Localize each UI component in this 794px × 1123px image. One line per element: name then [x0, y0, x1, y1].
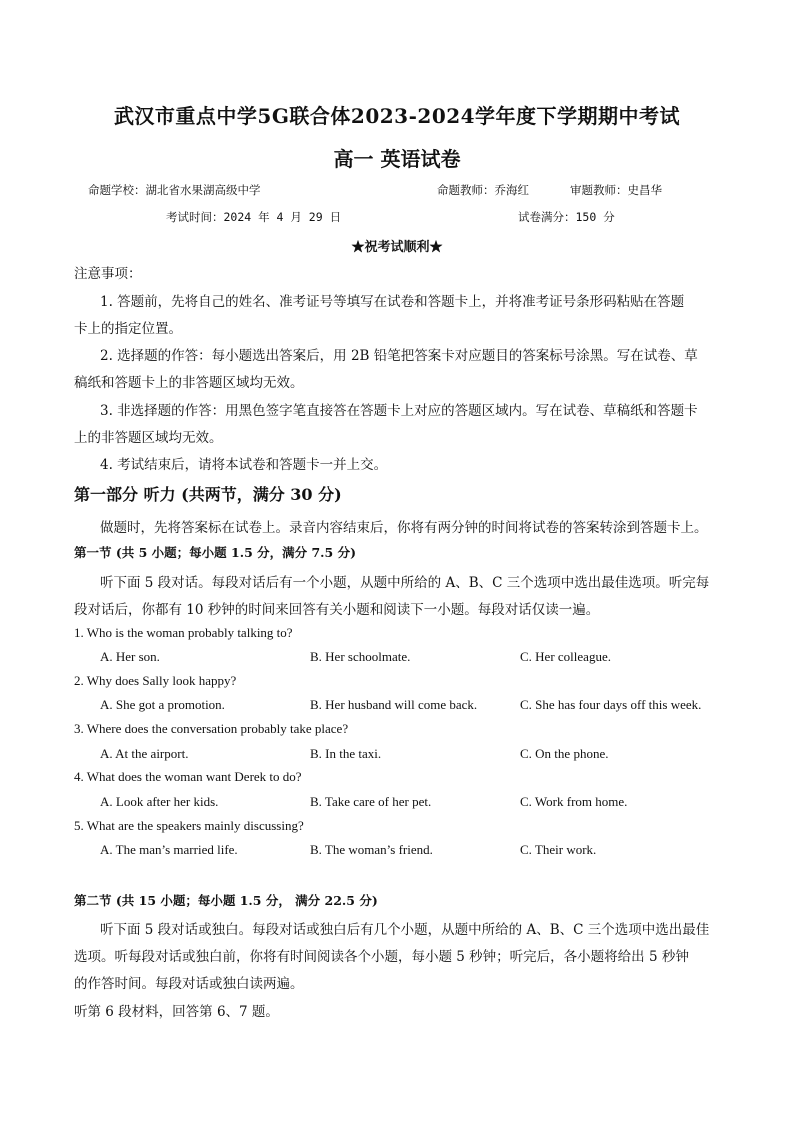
section1-heading: 第一节 (共 5 小题；每小题 1.5 分，满分 7.5 分) [74, 545, 356, 560]
good-luck: ★祝考试顺利★ [351, 240, 443, 255]
part1-heading: 第一部分 听力 (共两节，满分 30 分) [74, 485, 342, 504]
note-1a: 1. 答题前，先将自己的姓名、准考证号等填写在试卷和答题卡上，并将准考证号条形码粘贴在答题 [100, 294, 685, 310]
question-2: 2. Why does Sally look happy? [74, 673, 237, 688]
q4-option-b: B. Take care of her pet. [310, 794, 432, 809]
note-3a: 3. 非选择题的作答：用黑色签字笔直接答在答题卡上对应的答题区域内。写在试卷、草稿纸和答题卡 [100, 403, 698, 419]
question-5: 5. What are the speakers mainly discussing? [74, 818, 304, 833]
notes-heading: 注意事项： [74, 266, 142, 282]
q1-option-c: C. Her colleague. [520, 649, 611, 664]
note-4: 4. 考试结束后，请将本试卷和答题卡一并上交。 [100, 457, 388, 473]
q4-option-c: C. Work from home. [520, 794, 628, 809]
q3-option-b: B. In the taxi. [310, 746, 382, 761]
section1-intro-b: 段对话后，你都有 10 秒钟的时间来回答有关小题和阅读下一小题。每段对话仅读一遍。 [74, 602, 600, 618]
q4-option-a: A. Look after her kids. [100, 794, 219, 809]
section2-intro-b: 选项。听每段对话或独白前，你将有时间阅读各个小题，每小题 5 秒钟；听完后，各小题将给出 5 秒钟 [74, 949, 689, 965]
exam-subtitle: 高一 英语试卷 [333, 147, 461, 171]
section2-intro-a: 听下面 5 段对话或独白。每段对话或独白后有几个小题，从题中所给的 A、B、C 三个选项中选出最佳 [100, 922, 710, 938]
note-2b: 稿纸和答题卡上的非答题区域均无效。 [74, 375, 304, 391]
part1-intro: 做题时，先将答案标在试卷上。录音内容结束后，你将有两分钟的时间将试卷的答案转涂到答题卡上。 [100, 520, 708, 536]
q2-option-b: B. Her husband will come back. [310, 697, 478, 712]
question-4: 4. What does the woman want Derek to do? [74, 769, 302, 784]
reviewer-teacher: 审题教师：史昌华 [570, 183, 662, 197]
question-3: 3. Where does the conversation probably take place? [74, 721, 349, 736]
section1-intro-a: 听下面 5 段对话。每段对话后有一个小题，从题中所给的 A、B、C 三个选项中选出最佳选项。听完每 [100, 575, 710, 591]
note-2a: 2. 选择题的作答：每小题选出答案后，用 2B 铅笔把答案卡对应题目的答案标号涂黑。写在试卷、草 [100, 348, 698, 364]
full-score: 试卷满分：150 分 [518, 210, 615, 224]
exam-title: 武汉市重点中学5G联合体2023-2024学年度下学期期中考试 [113, 104, 681, 128]
section2-heading: 第二节 (共 15 小题；每小题 1.5 分， 满分 22.5 分) [74, 893, 378, 908]
section2-intro-c: 的作答时间。每段对话或独白读两遍。 [74, 976, 304, 992]
q5-option-a: A. The man’s married life. [100, 842, 238, 857]
q3-option-a: A. At the airport. [100, 746, 189, 761]
q1-option-a: A. Her son. [100, 649, 160, 664]
q5-option-b: B. The woman’s friend. [310, 842, 433, 857]
material-6-prompt: 听第 6 段材料，回答第 6、7 题。 [74, 1004, 279, 1020]
q2-option-a: A. She got a promotion. [100, 697, 225, 712]
q1-option-b: B. Her schoolmate. [310, 649, 411, 664]
question-1: 1. Who is the woman probably talking to? [74, 625, 293, 640]
setter-school: 命题学校：湖北省水果湖高级中学 [88, 183, 261, 197]
setter-teacher: 命题教师：乔海红 [437, 183, 529, 197]
note-1b: 卡上的指定位置。 [74, 321, 182, 337]
note-3b: 上的非答题区域均无效。 [74, 430, 223, 446]
q3-option-c: C. On the phone. [520, 746, 609, 761]
exam-time: 考试时间：2024 年 4 月 29 日 [166, 210, 342, 224]
q5-option-c: C. Their work. [520, 842, 597, 857]
q2-option-c: C. She has four days off this week. [520, 697, 702, 712]
